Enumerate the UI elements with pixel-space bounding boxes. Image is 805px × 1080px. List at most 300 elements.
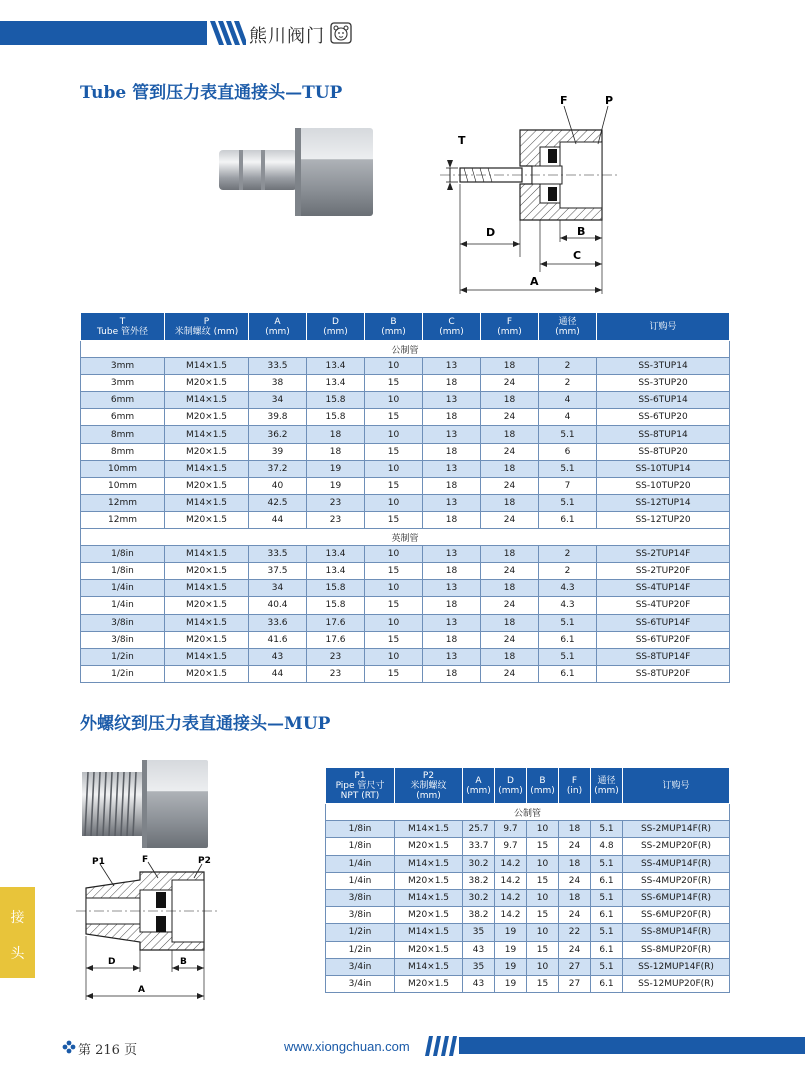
tup-col-header-line2: Tube 管外径 — [97, 326, 148, 337]
tup-table-cell: M20×1.5 — [165, 631, 249, 648]
tup-table-cell: 17.6 — [307, 631, 365, 648]
mup-table-cell: 25.7 — [463, 821, 495, 838]
tup-table-row — [81, 494, 730, 511]
tup-table-cell: 18 — [423, 477, 481, 494]
tup-table-cell: M14×1.5 — [165, 648, 249, 665]
tup-table-cell: 15 — [365, 631, 423, 648]
tup-table-cell: 10 — [365, 426, 423, 443]
tup-table-cell: 8mm — [81, 426, 165, 443]
mup-table-cell: SS-4MUP14F(R) — [623, 855, 730, 872]
tup-col-header — [81, 313, 165, 341]
tup-table-cell: SS-3TUP14 — [597, 358, 730, 375]
mup-table-cell: 24 — [559, 941, 591, 958]
mup-table-cell: 1/2in — [326, 924, 395, 941]
mup-table-cell: 18 — [559, 821, 591, 838]
tup-table-cell: 15 — [365, 665, 423, 682]
tup-table-cell: 18 — [423, 409, 481, 426]
mup-table-header — [326, 768, 730, 804]
mup-col-header-line2: (mm) — [594, 785, 619, 796]
mup-label-a: A — [138, 985, 145, 995]
mup-table-cell: 33.7 — [463, 838, 495, 855]
tup-table-cell: 4 — [539, 409, 597, 426]
tup-table-cell: SS-2TUP14F — [597, 546, 730, 563]
tup-table-cell: 40.4 — [249, 597, 307, 614]
tup-table-cell: 18 — [423, 597, 481, 614]
mup-table-row — [326, 838, 730, 855]
tup-col-header-line2: (mm) — [439, 326, 464, 337]
tup-table-cell: 24 — [481, 375, 539, 392]
tup-table-row — [81, 648, 730, 665]
tup-table-cell: 10 — [365, 546, 423, 563]
mup-table-cell: 15 — [527, 907, 559, 924]
tup-table-cell: SS-4TUP20F — [597, 597, 730, 614]
mup-table-cell: 14.2 — [495, 855, 527, 872]
mup-table-cell: SS-2MUP20F(R) — [623, 838, 730, 855]
tup-table-cell: SS-12TUP14 — [597, 494, 730, 511]
tup-table-cell: 13.4 — [307, 563, 365, 580]
tup-col-header-line1: D — [332, 316, 339, 327]
mup-table-cell: SS-4MUP20F(R) — [623, 872, 730, 889]
tup-table-cell: 23 — [307, 665, 365, 682]
mup-table-row — [326, 821, 730, 838]
tup-table-row — [81, 426, 730, 443]
mup-col-header — [463, 768, 495, 804]
tup-table-row — [81, 409, 730, 426]
mup-table-cell: SS-8MUP20F(R) — [623, 941, 730, 958]
tup-table-row — [81, 375, 730, 392]
tup-label-d: D — [486, 226, 496, 239]
mup-table-cell: M14×1.5 — [395, 821, 463, 838]
mup-table-cell: 6.1 — [591, 941, 623, 958]
tup-table-cell: 13 — [423, 580, 481, 597]
mup-table-cell: 14.2 — [495, 872, 527, 889]
tup-table-cell: 34 — [249, 392, 307, 409]
tup-table-row — [81, 511, 730, 528]
tup-table-cell: 1/2in — [81, 665, 165, 682]
tup-table-cell: 1/8in — [81, 546, 165, 563]
mup-table-cell: M14×1.5 — [395, 924, 463, 941]
mup-table-cell: M14×1.5 — [395, 855, 463, 872]
tup-table-cell: 17.6 — [307, 614, 365, 631]
footer-website-link[interactable]: www.xiongchuan.com — [284, 1039, 410, 1054]
tup-table-cell: 6.1 — [539, 511, 597, 528]
tup-table-cell: 2 — [539, 358, 597, 375]
tup-table-cell: 15.8 — [307, 409, 365, 426]
tup-table-cell: SS-10TUP20 — [597, 477, 730, 494]
mup-table-cell: 10 — [527, 958, 559, 975]
mup-col-header-line3: (mm) — [416, 790, 441, 801]
tup-col-header — [481, 313, 539, 341]
tup-table-cell: 6 — [539, 443, 597, 460]
tup-table-cell: 18 — [481, 546, 539, 563]
mup-table-cell: 3/8in — [326, 889, 395, 906]
tup-table-cell: 33.5 — [249, 358, 307, 375]
mup-table-cell: 1/8in — [326, 838, 395, 855]
tup-table-cell: 23 — [307, 648, 365, 665]
tup-table-cell: 18 — [481, 392, 539, 409]
tup-table-cell: SS-8TUP20F — [597, 665, 730, 682]
mup-table-row — [326, 907, 730, 924]
tup-table-cell: 13 — [423, 358, 481, 375]
tup-table-cell: M20×1.5 — [165, 665, 249, 682]
tup-table-cell: 13 — [423, 494, 481, 511]
tup-table-cell: M14×1.5 — [165, 460, 249, 477]
tup-table-cell: 15 — [365, 563, 423, 580]
mup-col-header — [559, 768, 591, 804]
mup-table-row — [326, 941, 730, 958]
tup-table-cell: 18 — [423, 631, 481, 648]
tup-table-cell: M20×1.5 — [165, 443, 249, 460]
tup-col-header-line2: (mm) — [265, 326, 290, 337]
mup-table-cell: 10 — [527, 855, 559, 872]
mup-table-cell: 27 — [559, 958, 591, 975]
mup-col-header-line1: P2 — [422, 770, 435, 781]
tup-table-cell: 41.6 — [249, 631, 307, 648]
tup-table-cell: 24 — [481, 511, 539, 528]
mup-table-cell: 43 — [463, 941, 495, 958]
tup-table-cell: 24 — [481, 631, 539, 648]
tup-table-cell: 18 — [481, 358, 539, 375]
mup-section-drawing — [72, 850, 222, 1000]
mup-label-d: D — [108, 957, 116, 967]
tup-table-cell: 3mm — [81, 358, 165, 375]
tup-table-cell: 10 — [365, 358, 423, 375]
mup-table-cell: 5.1 — [591, 821, 623, 838]
mup-table-cell: SS-8MUP14F(R) — [623, 924, 730, 941]
mup-table-cell: SS-2MUP14F(R) — [623, 821, 730, 838]
tup-table-row — [81, 665, 730, 682]
mup-product-photo — [80, 758, 210, 850]
mup-col-header-line2: (mm) — [466, 785, 491, 796]
tup-col-header — [249, 313, 307, 341]
mup-col-header — [495, 768, 527, 804]
tup-col-header-line1: P — [203, 316, 210, 327]
tup-table-cell: 18 — [307, 443, 365, 460]
tup-spec-table — [80, 312, 730, 683]
tup-table-cell: M14×1.5 — [165, 426, 249, 443]
tup-table-body — [81, 341, 730, 683]
mup-table-cell: 15 — [527, 872, 559, 889]
mup-section-title: 外螺纹到压力表直通接头—MUP — [80, 714, 331, 734]
mup-col-header-line1: F — [571, 775, 578, 786]
mup-table-cell: 6.1 — [591, 975, 623, 992]
tup-table-row — [81, 546, 730, 563]
tup-table-cell: 24 — [481, 597, 539, 614]
tup-table-cell: 18 — [481, 460, 539, 477]
tup-table-cell: M20×1.5 — [165, 597, 249, 614]
mup-col-header-line1: 通径 — [597, 775, 616, 786]
tup-group-row — [81, 529, 730, 546]
mup-table-cell: 35 — [463, 924, 495, 941]
mup-label-b: B — [180, 957, 187, 967]
tup-table-cell: 5.1 — [539, 460, 597, 477]
tup-table-cell: 4.3 — [539, 597, 597, 614]
mup-col-header — [527, 768, 559, 804]
mup-table-cell: 19 — [495, 941, 527, 958]
tup-table-cell: 18 — [423, 511, 481, 528]
mup-table-cell: 22 — [559, 924, 591, 941]
tup-table-cell: 1/4in — [81, 597, 165, 614]
tup-table-cell: 18 — [481, 614, 539, 631]
mup-table-cell: M20×1.5 — [395, 872, 463, 889]
mup-table-cell: 5.1 — [591, 855, 623, 872]
tup-table-cell: SS-12TUP20 — [597, 511, 730, 528]
tup-col-header-line1: 通径 — [558, 316, 577, 327]
mup-table-cell: M14×1.5 — [395, 889, 463, 906]
tup-table-row — [81, 580, 730, 597]
tup-table-row — [81, 563, 730, 580]
mup-table-cell: 24 — [559, 907, 591, 924]
mup-table-cell: M20×1.5 — [395, 838, 463, 855]
mup-table-cell: 1/4in — [326, 872, 395, 889]
tup-table-cell: 23 — [307, 494, 365, 511]
tup-table-cell: 13 — [423, 392, 481, 409]
tup-table-cell: 24 — [481, 409, 539, 426]
tup-table-cell: 6.1 — [539, 631, 597, 648]
tup-table-cell: 19 — [307, 477, 365, 494]
tup-table-cell: 44 — [249, 665, 307, 682]
mup-col-header — [591, 768, 623, 804]
mup-col-header-line1: A — [475, 775, 482, 786]
tup-table-row — [81, 443, 730, 460]
mup-col-header-line1: P1 — [354, 770, 366, 781]
tup-table-cell: M14×1.5 — [165, 580, 249, 597]
tup-table-row — [81, 358, 730, 375]
mup-label-p1: P1 — [92, 857, 105, 867]
tup-label-f: F — [560, 94, 568, 107]
mup-table-cell: 24 — [559, 838, 591, 855]
tup-table-cell: 4.3 — [539, 580, 597, 597]
tup-table-cell: 36.2 — [249, 426, 307, 443]
tup-table-row — [81, 631, 730, 648]
tup-label-t: T — [458, 134, 466, 147]
mup-table-cell: 6.1 — [591, 907, 623, 924]
tup-table-cell: M20×1.5 — [165, 375, 249, 392]
tup-table-cell: SS-4TUP14F — [597, 580, 730, 597]
footer-slash-decoration — [425, 1036, 459, 1056]
tup-table-cell: 15 — [365, 443, 423, 460]
tup-table-cell: 34 — [249, 580, 307, 597]
tup-table-cell: SS-8TUP14F — [597, 648, 730, 665]
tup-table-cell: SS-2TUP20F — [597, 563, 730, 580]
tup-section-title: Tube 管到压力表直通接头—TUP — [80, 83, 343, 103]
tup-col-header-line1: T — [119, 316, 126, 327]
mup-table-row — [326, 889, 730, 906]
tup-group-label: 英制管 — [81, 529, 730, 546]
mup-table-cell: M20×1.5 — [395, 941, 463, 958]
tup-label-p: P — [605, 94, 614, 107]
tup-table-cell: 10mm — [81, 460, 165, 477]
tup-table-cell: 15 — [365, 511, 423, 528]
mup-table-row — [326, 855, 730, 872]
tup-table-cell: 13 — [423, 614, 481, 631]
tup-col-header-line2: (mm) — [497, 326, 522, 337]
tup-table-cell: 37.5 — [249, 563, 307, 580]
tup-table-cell: SS-6TUP14F — [597, 614, 730, 631]
tup-table-cell: 10mm — [81, 477, 165, 494]
mup-col-header-line2: Pipe 管尺寸 — [335, 780, 385, 791]
tup-table-cell: 4 — [539, 392, 597, 409]
tup-table-cell: 2 — [539, 375, 597, 392]
tup-table-cell: 37.2 — [249, 460, 307, 477]
tup-table-cell: M14×1.5 — [165, 392, 249, 409]
mup-table-row — [326, 958, 730, 975]
mup-table-cell: 14.2 — [495, 907, 527, 924]
footer-flower-icon — [62, 1040, 76, 1054]
tup-table-cell: 15 — [365, 375, 423, 392]
tup-table-cell: 6.1 — [539, 665, 597, 682]
mup-table-cell: 1/8in — [326, 821, 395, 838]
tup-table-cell: SS-10TUP14 — [597, 460, 730, 477]
tup-table-cell: 18 — [481, 580, 539, 597]
tup-table-cell: 13 — [423, 426, 481, 443]
tup-table-cell: 33.6 — [249, 614, 307, 631]
mup-table-cell: M20×1.5 — [395, 907, 463, 924]
tup-table-cell: 5.1 — [539, 614, 597, 631]
mup-table-cell: 18 — [559, 855, 591, 872]
mup-table-cell: 10 — [527, 924, 559, 941]
mup-table-cell: 6.1 — [591, 872, 623, 889]
tup-table-cell: 43 — [249, 648, 307, 665]
mup-table-row — [326, 872, 730, 889]
tup-table-cell: 38 — [249, 375, 307, 392]
tup-table-row — [81, 614, 730, 631]
tup-table-cell: 5.1 — [539, 648, 597, 665]
mup-table-cell: 15 — [527, 838, 559, 855]
mup-table-cell: M20×1.5 — [395, 975, 463, 992]
tup-table-cell: 13 — [423, 648, 481, 665]
mup-col-header-line3: NPT (RT) — [340, 790, 380, 801]
mup-table-cell: 24 — [559, 872, 591, 889]
mup-table-body — [326, 804, 730, 993]
tup-table-row — [81, 460, 730, 477]
tup-table-cell: 19 — [307, 460, 365, 477]
tup-table-cell: 3mm — [81, 375, 165, 392]
mup-table-cell: 9.7 — [495, 821, 527, 838]
tup-table-cell: M14×1.5 — [165, 494, 249, 511]
tup-table-cell: 2 — [539, 563, 597, 580]
tup-table-cell: 33.5 — [249, 546, 307, 563]
tup-col-header — [365, 313, 423, 341]
tup-table-cell: SS-8TUP14 — [597, 426, 730, 443]
mup-table-cell: 38.2 — [463, 872, 495, 889]
tup-table-cell: M14×1.5 — [165, 614, 249, 631]
tup-table-cell: 44 — [249, 511, 307, 528]
tup-table-cell: 5.1 — [539, 426, 597, 443]
mup-table-cell: 1/4in — [326, 855, 395, 872]
tup-table-cell: 39.8 — [249, 409, 307, 426]
tup-table-cell: SS-8TUP20 — [597, 443, 730, 460]
tup-section-drawing — [430, 92, 630, 298]
tup-col-header-line2: (mm) — [555, 326, 580, 337]
tup-col-header — [597, 313, 730, 341]
mup-table-cell: 19 — [495, 924, 527, 941]
mup-table-cell: 19 — [495, 975, 527, 992]
tup-table-cell: M20×1.5 — [165, 563, 249, 580]
tup-table-cell: 24 — [481, 443, 539, 460]
tup-table-cell: 3/8in — [81, 631, 165, 648]
mup-col-header-line2: (mm) — [530, 785, 555, 796]
tup-table-cell: 12mm — [81, 511, 165, 528]
tup-table-cell: 18 — [481, 426, 539, 443]
mup-table-cell: 4.8 — [591, 838, 623, 855]
mup-table-cell: 30.2 — [463, 855, 495, 872]
tup-table-cell: 24 — [481, 563, 539, 580]
tup-col-header — [307, 313, 365, 341]
mup-table-cell: 5.1 — [591, 889, 623, 906]
tup-table-cell: 2 — [539, 546, 597, 563]
tup-col-header — [165, 313, 249, 341]
tup-table-cell: 1/4in — [81, 580, 165, 597]
tup-table-cell: 18 — [307, 426, 365, 443]
mup-col-header-line1: B — [539, 775, 546, 786]
tup-col-header-line1: A — [274, 316, 281, 327]
header-brand-name: 熊川阀门 — [249, 26, 325, 47]
tup-table-cell: M20×1.5 — [165, 409, 249, 426]
tup-table-cell: 24 — [481, 665, 539, 682]
mup-col-header-line1: 订购号 — [662, 780, 690, 791]
mup-table-cell: SS-12MUP20F(R) — [623, 975, 730, 992]
mup-table-cell: 43 — [463, 975, 495, 992]
tup-table-row — [81, 597, 730, 614]
tup-table-cell: 18 — [423, 443, 481, 460]
tup-table-cell: 15 — [365, 477, 423, 494]
tup-group-row — [81, 341, 730, 358]
mup-table-cell: 10 — [527, 889, 559, 906]
mup-col-header-line2: (mm) — [498, 785, 523, 796]
tup-table-cell: 39 — [249, 443, 307, 460]
mup-col-header-line2: (in) — [566, 785, 583, 796]
header-slash-decoration — [210, 20, 246, 46]
tup-col-header — [423, 313, 481, 341]
mup-table-cell: 15 — [527, 941, 559, 958]
tup-table-row — [81, 477, 730, 494]
mup-table-cell: 18 — [559, 889, 591, 906]
mup-table-cell: M14×1.5 — [395, 958, 463, 975]
mup-table-cell: 3/4in — [326, 975, 395, 992]
tup-table-cell: 13.4 — [307, 546, 365, 563]
tup-table-cell: 1/2in — [81, 648, 165, 665]
footer-page-number: 第 216 页 — [78, 1043, 138, 1058]
tup-table-header — [81, 313, 730, 341]
tup-table-cell: 8mm — [81, 443, 165, 460]
tup-table-cell: 23 — [307, 511, 365, 528]
mup-table-cell: SS-6MUP14F(R) — [623, 889, 730, 906]
header-bar — [0, 21, 207, 45]
mup-table-cell: 10 — [527, 821, 559, 838]
mup-col-header-line2: 米制螺纹 — [410, 780, 447, 791]
tup-table-cell: 18 — [481, 494, 539, 511]
mup-col-header — [623, 768, 730, 804]
mup-table-cell: 14.2 — [495, 889, 527, 906]
tup-table-cell: 7 — [539, 477, 597, 494]
tup-col-header-line2: 米制螺纹 (mm) — [174, 326, 239, 337]
tup-table-cell: 15.8 — [307, 580, 365, 597]
tup-table-cell: 13.4 — [307, 375, 365, 392]
tup-table-cell: 13 — [423, 546, 481, 563]
mup-table-cell: SS-6MUP20F(R) — [623, 907, 730, 924]
tup-table-cell: 12mm — [81, 494, 165, 511]
mup-table-cell: 5.1 — [591, 958, 623, 975]
tup-table-cell: 6mm — [81, 409, 165, 426]
tup-table-cell: 3/8in — [81, 614, 165, 631]
tup-col-header-line1: 订购号 — [649, 321, 677, 332]
mup-table-cell: SS-12MUP14F(R) — [623, 958, 730, 975]
mup-table-row — [326, 975, 730, 992]
tup-table-cell: 13.4 — [307, 358, 365, 375]
mup-table-cell: 3/4in — [326, 958, 395, 975]
tup-table-cell: SS-6TUP14 — [597, 392, 730, 409]
